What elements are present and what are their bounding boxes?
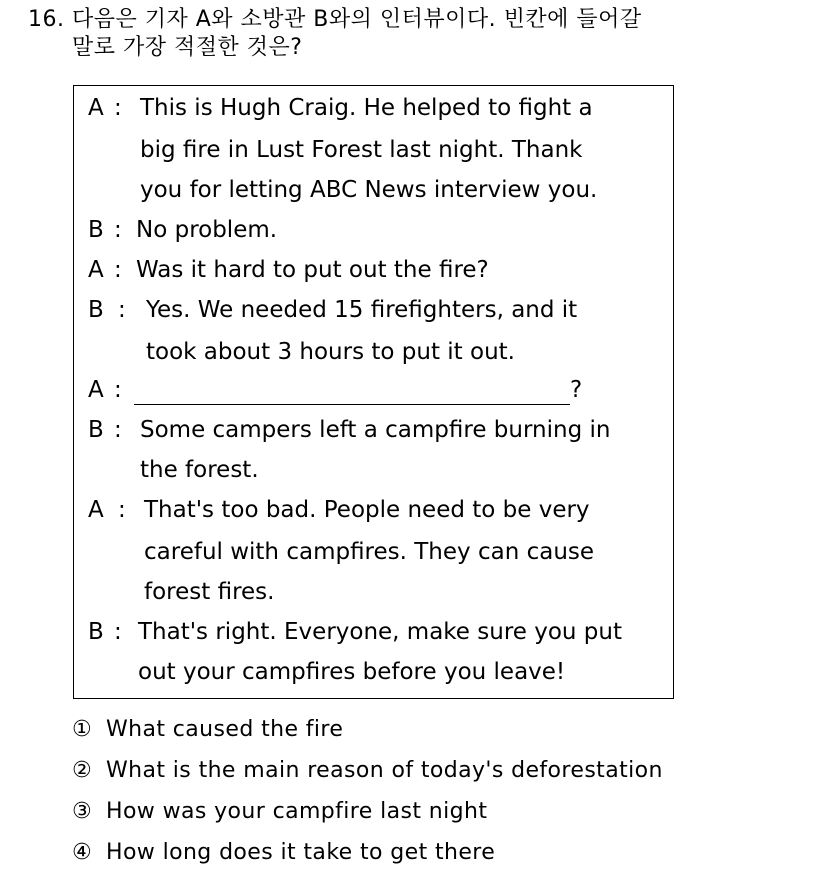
blank-question-mark: ? <box>570 377 583 403</box>
dialog-line: out your campfires before you leave! <box>138 659 566 685</box>
speaker-label: A <box>88 377 104 403</box>
question-text-line-1: 다음은 기자 A와 소방관 B와의 인터뷰이다. 빈칸에 들어갈 <box>72 7 642 32</box>
choice-text: What caused the fire <box>106 717 344 742</box>
choice-4[interactable] <box>72 839 495 867</box>
choice-2[interactable] <box>72 757 663 785</box>
dialog-line: Was it hard to put out the fire? <box>136 257 489 283</box>
question-text-line-2: 말로 가장 적절한 것은? <box>72 35 303 60</box>
dialog-line: That's right. Everyone, make sure you put <box>138 619 622 645</box>
speaker-label: A <box>88 497 104 523</box>
speaker-label: B <box>88 417 104 443</box>
dialog-box <box>73 85 674 699</box>
speaker-label: B <box>88 619 104 645</box>
dialog-line: careful with campfires. They can cause <box>144 539 595 565</box>
speaker-colon: : <box>114 619 122 645</box>
dialog-line: Yes. We needed 15 firefighters, and it <box>146 297 578 323</box>
dialog-line: you for letting ABC News interview you. <box>140 177 598 203</box>
dialog-line: Some campers left a campfire burning in <box>140 417 611 443</box>
speaker-colon: : <box>114 95 122 121</box>
speaker-label: B <box>88 217 104 243</box>
speaker-colon: : <box>114 417 122 443</box>
speaker-label: A <box>88 257 104 283</box>
choice-1[interactable] <box>72 716 343 744</box>
answer-blank <box>134 404 570 405</box>
choice-mark: ② <box>72 758 93 783</box>
dialog-line: the forest. <box>140 457 259 483</box>
choice-text: How was your campfire last night <box>106 799 488 824</box>
dialog-line: That's too bad. People need to be very <box>144 497 590 523</box>
dialog-line: This is Hugh Craig. He helped to fight a <box>140 95 593 121</box>
choice-mark: ④ <box>72 840 93 865</box>
speaker-colon: : <box>114 257 122 283</box>
speaker-label: A <box>88 95 104 121</box>
speaker-colon: : <box>114 217 122 243</box>
speaker-colon: : <box>114 377 122 403</box>
speaker-colon: : <box>118 297 126 323</box>
speaker-label: B <box>88 297 104 323</box>
dialog-line: big fire in Lust Forest last night. Thank <box>140 137 583 163</box>
question-row-2 <box>28 34 788 62</box>
dialog-line: No problem. <box>136 217 278 243</box>
question-row-1 <box>28 6 788 34</box>
choice-text: What is the main reason of today's deforestation <box>106 758 663 783</box>
choice-mark: ③ <box>72 799 93 824</box>
question-stem <box>28 6 788 62</box>
question-number: 16. <box>28 7 65 32</box>
choice-mark: ① <box>72 717 93 742</box>
choice-3[interactable] <box>72 798 487 826</box>
dialog-line: took about 3 hours to put it out. <box>146 339 515 365</box>
choice-text: How long does it take to get there <box>106 840 496 865</box>
dialog-line: forest fires. <box>144 579 275 605</box>
speaker-colon: : <box>118 497 126 523</box>
